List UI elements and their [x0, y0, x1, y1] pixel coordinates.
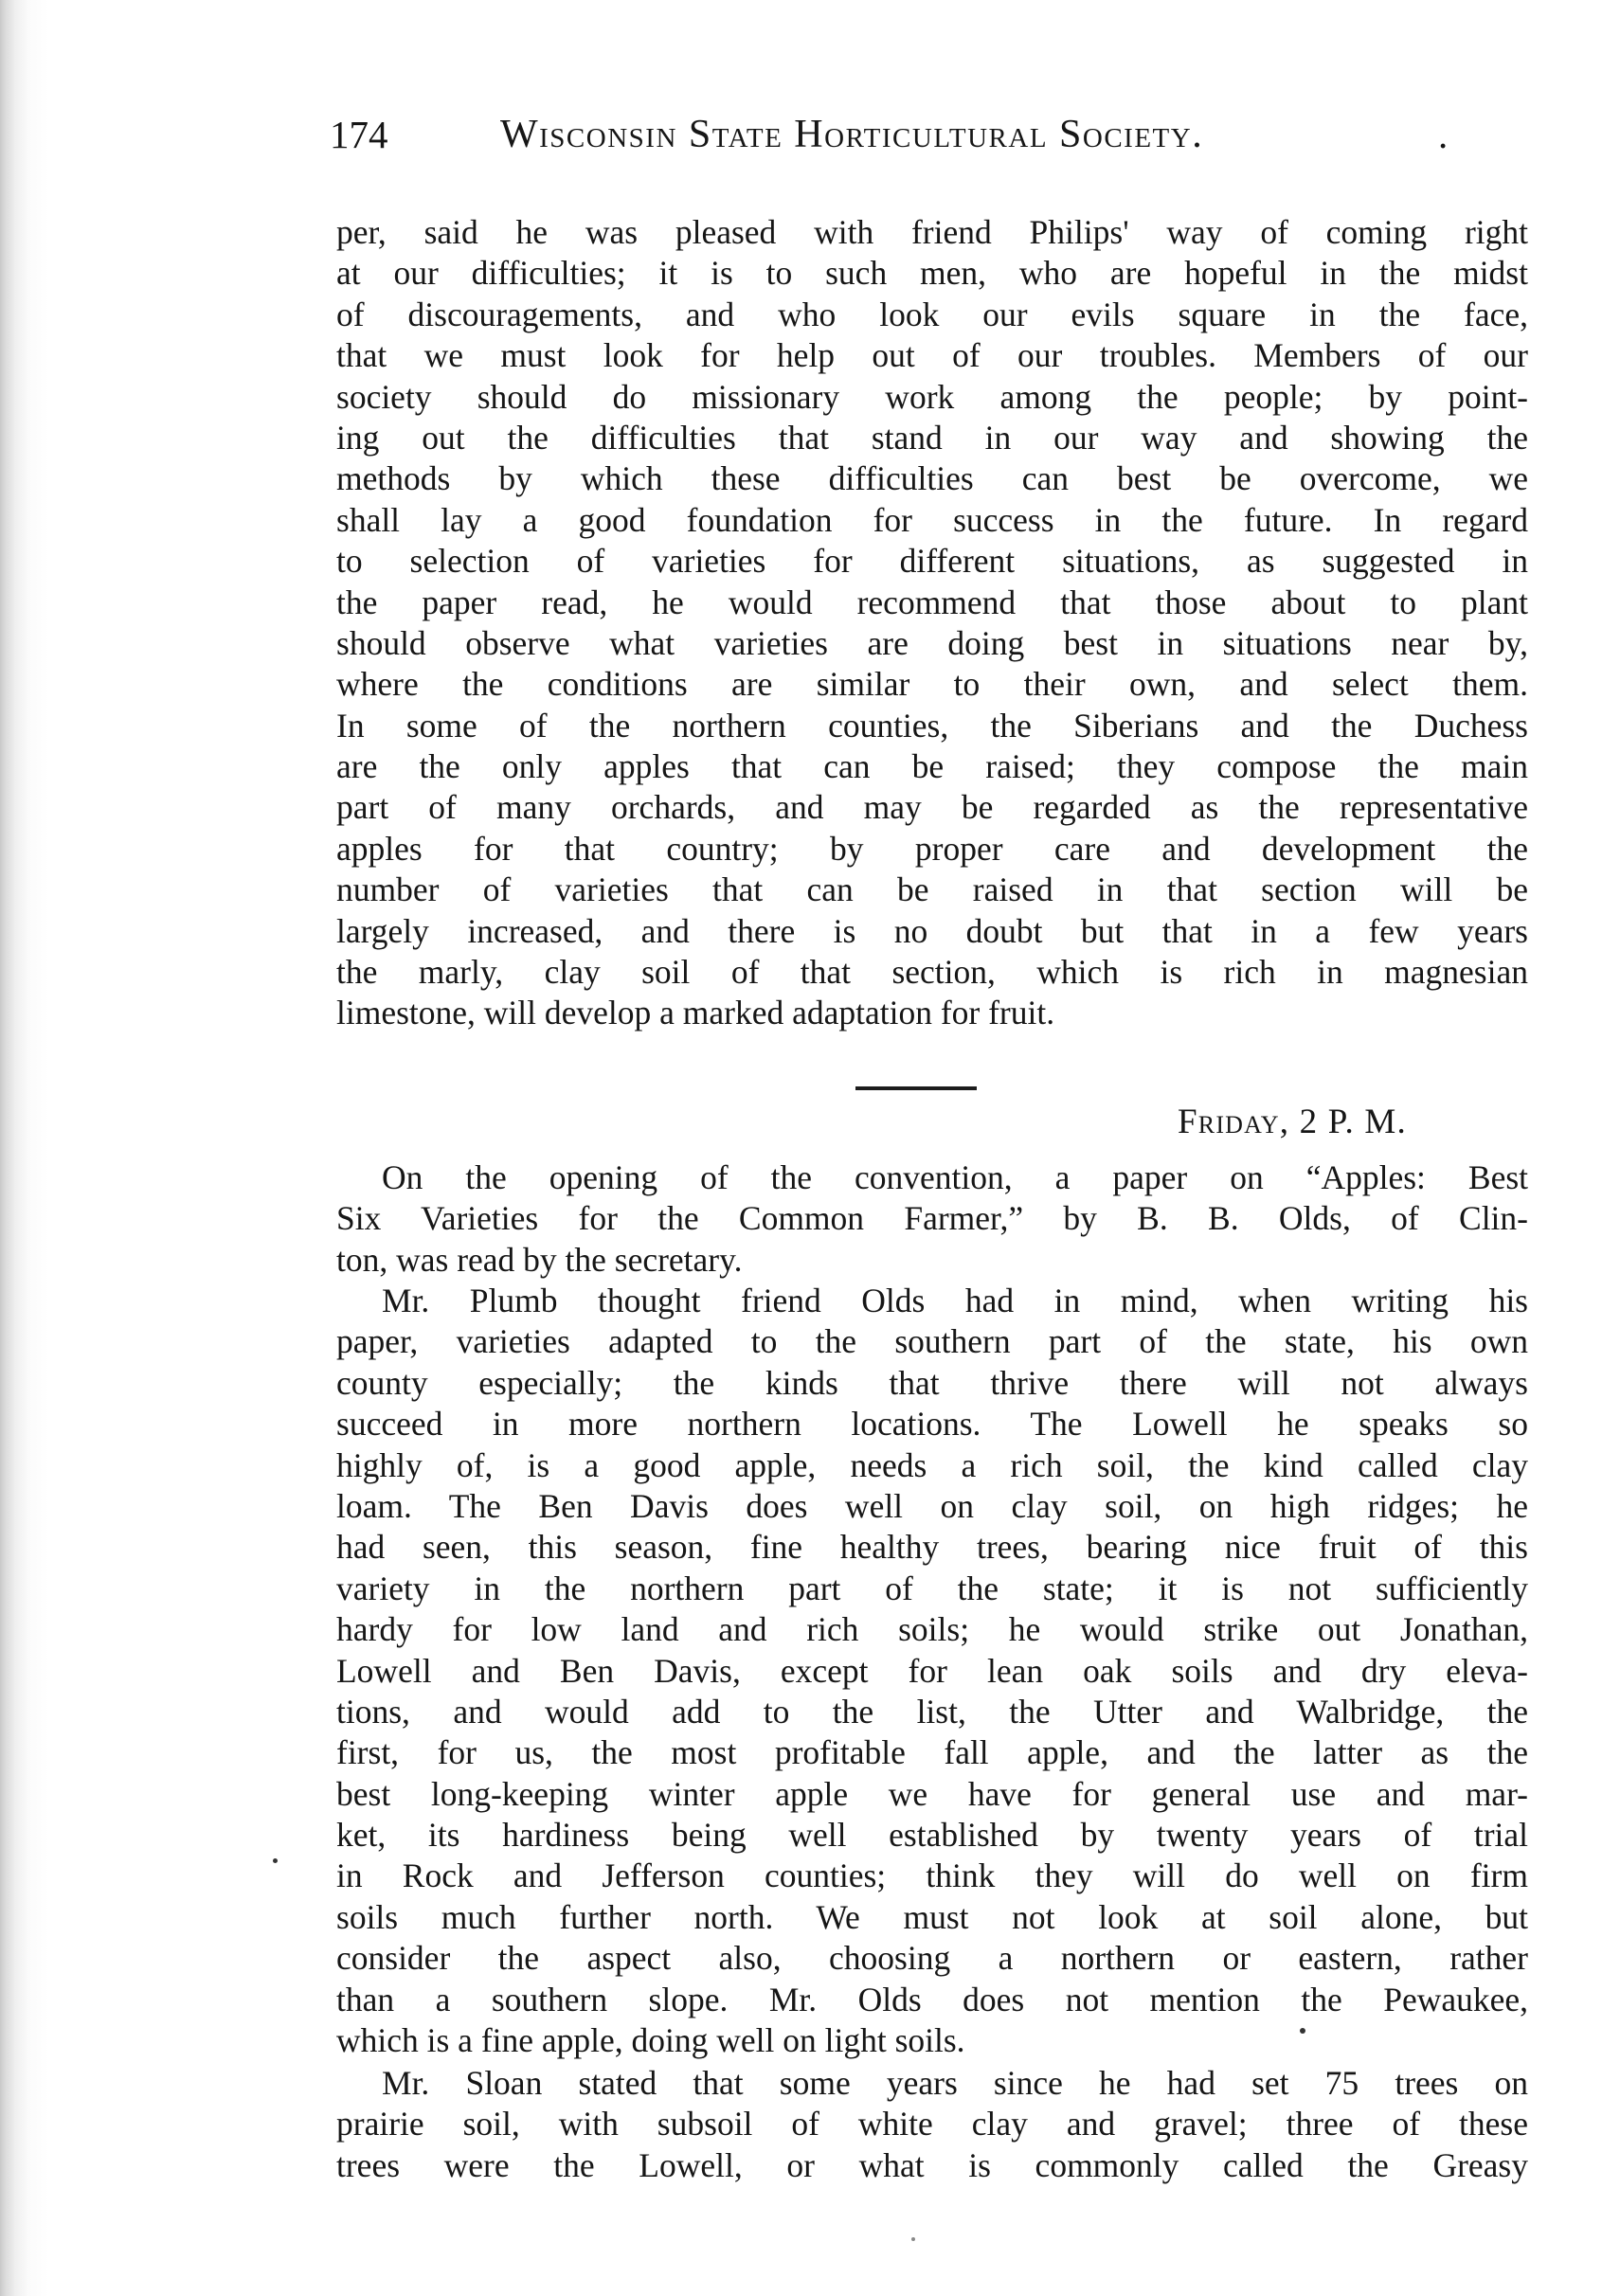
text-line: loam. The Ben Davis does well on clay soil, on high ridges; he — [336, 1486, 1528, 1525]
text-line: Lowell and Ben Davis, except for lean oak soils and dry eleva- — [336, 1651, 1528, 1690]
text-line: at our difficulties; it is to such men, who are hopeful in the midst — [336, 254, 1528, 293]
page-number: 174 — [330, 113, 388, 156]
text-line: largely increased, and there is no doubt but that in a few years — [336, 911, 1528, 950]
text-line: Six Varieties for the Common Farmer,” by B. B. Olds, of Clin- — [336, 1199, 1528, 1238]
text-line: should observe what varieties are doing best in situations near by, — [336, 623, 1528, 662]
text-line: trees were the Lowell, or what is commonly called the Greasy — [336, 2145, 1528, 2184]
running-header — [330, 106, 1467, 163]
text-line: Mr. Sloan stated that some years since he had set 75 trees on — [382, 2064, 1528, 2102]
text-line: to selection of varieties for different situations, as suggested in — [336, 542, 1528, 581]
text-line: highly of, is a good apple, needs a rich soil, the kind called clay — [336, 1445, 1528, 1484]
text-line: shall lay a good foundation for success in the future. In regard — [336, 500, 1528, 539]
text-line: that we must look for help out of our troubles. Members of our — [336, 336, 1528, 375]
text-line: tions, and would add to the list, the Utter and Walbridge, the — [336, 1692, 1528, 1731]
header-trailing-mark: . — [1438, 113, 1449, 156]
text-line: where the conditions are similar to their own, and select them. — [336, 665, 1528, 704]
paragraph-continuation — [336, 212, 1528, 1034]
section-heading: Friday, 2 P. M. — [1178, 1103, 1407, 1141]
text-line: ing out the difficulties that stand in our way and showing the — [336, 418, 1528, 457]
scan-speck — [1300, 2028, 1305, 2034]
text-line: society should do missionary work among the people; by point- — [336, 377, 1528, 416]
text-line: variety in the northern part of the state; it is not sufficiently — [336, 1569, 1528, 1607]
text-line: in Rock and Jefferson counties; think they will do well on firm — [336, 1857, 1528, 1895]
text-line: In some of the northern counties, the Siberians and the Duchess — [336, 706, 1528, 744]
text-line: had seen, this season, fine healthy trees, bearing nice fruit of this — [336, 1528, 1528, 1567]
text-line: the paper read, he would recommend that those about to plant — [336, 583, 1528, 621]
text-line: hardy for low land and rich soils; he would strike out Jonathan, — [336, 1610, 1528, 1649]
text-line: of discouragements, and who look our evils square in the face, — [336, 295, 1528, 333]
text-line: apples for that country; by proper care and development the — [336, 829, 1528, 868]
running-title: Wisconsin State Horticultural Society. — [500, 113, 1204, 156]
text-line: ket, its hardiness being well established by twenty years of trial — [336, 1816, 1528, 1855]
text-line: the marly, clay soil of that section, which is rich in magnesian — [336, 953, 1528, 992]
text-line: succeed in more northern locations. The Lowell he speaks so — [336, 1405, 1528, 1444]
text-line: prairie soil, with subsoil of white clay and gravel; three of these — [336, 2105, 1528, 2144]
text-line: number of varieties that can be raised in that section will be — [336, 870, 1528, 909]
text-line: which is a fine apple, doing well on light soils. — [336, 2021, 965, 2060]
text-line: soils much further north. We must not look at soil alone, but — [336, 1897, 1528, 1936]
paragraph-mr-sloan — [336, 2063, 1528, 2186]
text-line: best long-keeping winter apple we have for general use and mar- — [336, 1774, 1528, 1813]
text-line: ton, was read by the secretary. — [336, 1240, 743, 1279]
section-divider-rule — [855, 1086, 977, 1090]
text-line: are the only apples that can be raised; they compose the main — [336, 747, 1528, 786]
scan-speck — [273, 1858, 278, 1863]
text-line: consider the aspect also, choosing a northern or eastern, rather — [336, 1939, 1528, 1978]
text-line: paper, varieties adapted to the southern part of the state, his own — [336, 1322, 1528, 1361]
text-line: part of many orchards, and may be regarded as the representative — [336, 788, 1528, 827]
text-line: first, for us, the most profitable fall apple, and the latter as the — [336, 1733, 1528, 1772]
text-line: methods by which these difficulties can best be overcome, we — [336, 459, 1528, 498]
text-line: limestone, will develop a marked adaptation for fruit. — [336, 994, 1055, 1032]
paragraph-mr-plumb — [336, 1281, 1528, 2061]
page-gutter-shadow — [0, 0, 49, 2296]
text-line: county especially; the kinds that thrive there will not always — [336, 1363, 1528, 1402]
text-line: On the opening of the convention, a paper on “Apples: Best — [382, 1158, 1528, 1196]
scan-speck — [911, 2237, 915, 2241]
text-line: than a southern slope. Mr. Olds does not mention the Pewaukee, — [336, 1980, 1528, 2018]
text-line: Mr. Plumb thought friend Olds had in mind, when writing his — [382, 1282, 1528, 1319]
text-line: per, said he was pleased with friend Philips' way of coming right — [336, 213, 1528, 251]
paragraph-convention-opening — [336, 1157, 1528, 1281]
